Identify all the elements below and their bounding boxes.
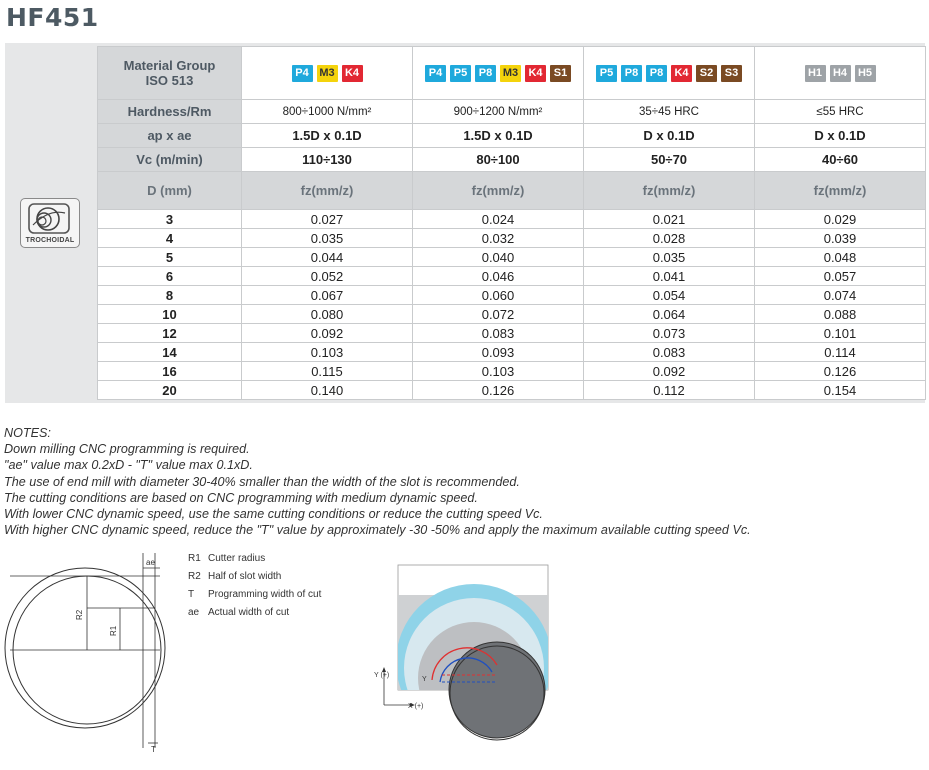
fz-cell: 0.067 [242,286,413,305]
diameter-cell: 3 [98,210,242,229]
material-badge: H1 [805,65,826,82]
fz-cell: 0.072 [413,305,584,324]
y-small-label: Y [422,676,427,683]
fz-cell: 0.126 [413,381,584,400]
diameter-cell: 16 [98,362,242,381]
fz-header-4: fz(mm/z) [755,172,926,210]
fz-cell: 0.057 [755,267,926,286]
notes [4,425,751,538]
badges-group-1 [242,47,413,100]
note-line: With lower CNC dynamic speed, use the same cutting conditions or reduce the cutting speed Vc. [4,507,543,522]
fz-cell: 0.073 [584,324,755,343]
material-badge: H5 [855,65,876,82]
material-badge: S3 [721,65,742,82]
fz-cell: 0.112 [584,381,755,400]
table-row [98,343,926,362]
trochoidal-path-diagram [372,560,557,745]
diameter-cell: 12 [98,324,242,343]
fz-cell: 0.083 [584,343,755,362]
legend-item: T Programming width of cut [188,589,322,600]
badges-group-4 [755,47,926,100]
slot-geometry-diagram [0,548,170,758]
fz-rows [98,210,926,400]
trochoidal-icon [21,199,79,235]
fz-cell: 0.052 [242,267,413,286]
diameter-cell: 8 [98,286,242,305]
fz-cell: 0.044 [242,248,413,267]
table-row [98,210,926,229]
d-header: D (mm) [98,172,242,210]
fz-cell: 0.083 [413,324,584,343]
diameter-cell: 5 [98,248,242,267]
apae-row [98,124,926,148]
fz-cell: 0.028 [584,229,755,248]
vc-2: 80÷100 [413,148,584,172]
fz-cell: 0.060 [413,286,584,305]
vc-label: Vc (m/min) [98,148,242,172]
material-badge: S1 [550,65,571,82]
unit-row [98,172,926,210]
t-label: T [151,745,156,754]
table-row [98,229,926,248]
legend-item: R2 Half of slot width [188,571,282,582]
apae-label: ap x ae [98,124,242,148]
apae-3: D x 0.1D [584,124,755,148]
hardness-label: Hardness/Rm [98,100,242,124]
y-axis-label: Y (+) [374,672,390,679]
fz-cell: 0.021 [584,210,755,229]
diameter-cell: 4 [98,229,242,248]
diameter-cell: 14 [98,343,242,362]
table-row [98,305,926,324]
material-badge: H4 [830,65,851,82]
logo-label: TROCHOIDAL [25,237,75,244]
fz-cell: 0.046 [413,267,584,286]
table-row [98,381,926,400]
fz-cell: 0.126 [755,362,926,381]
fz-cell: 0.040 [413,248,584,267]
table-row [98,286,926,305]
fz-cell: 0.154 [755,381,926,400]
fz-cell: 0.080 [242,305,413,324]
fz-cell: 0.048 [755,248,926,267]
diameter-cell: 20 [98,381,242,400]
table-row [98,362,926,381]
diameter-cell: 10 [98,305,242,324]
hardness-1: 800÷1000 N/mm² [242,100,413,124]
material-badge: P8 [475,65,496,82]
hardness-2: 900÷1200 N/mm² [413,100,584,124]
badges-group-2 [413,47,584,100]
material-badge: P5 [450,65,471,82]
material-badge: P8 [621,65,642,82]
fz-header-2: fz(mm/z) [413,172,584,210]
note-line: The cutting conditions are based on CNC programming with medium dynamic speed. [4,490,478,505]
material-badge: P4 [425,65,446,82]
fz-cell: 0.041 [584,267,755,286]
page-title: HF451 [6,3,99,32]
fz-header-1: fz(mm/z) [242,172,413,210]
r1-label: R1 [109,625,118,636]
material-badge: K4 [525,65,546,82]
material-badge: S2 [696,65,717,82]
vc-row [98,148,926,172]
table-row [98,324,926,343]
fz-cell: 0.024 [413,210,584,229]
fz-cell: 0.027 [242,210,413,229]
fz-cell: 0.054 [584,286,755,305]
fz-cell: 0.101 [755,324,926,343]
hardness-row [98,100,926,124]
ae-label: ae [146,558,155,567]
apae-2: 1.5D x 0.1D [413,124,584,148]
notes-heading: NOTES: [4,426,51,440]
fz-cell: 0.074 [755,286,926,305]
fz-cell: 0.115 [242,362,413,381]
x-axis-label: X (+) [408,703,424,710]
hardness-3: 35÷45 HRC [584,100,755,124]
hardness-4: ≤55 HRC [755,100,926,124]
vc-1: 110÷130 [242,148,413,172]
vc-3: 50÷70 [584,148,755,172]
note-line: The use of end mill with diameter 30-40% smaller than the width of the slot is recommended. [4,474,520,489]
cutting-data-table [97,46,926,400]
fz-cell: 0.103 [242,343,413,362]
table-row [98,248,926,267]
material-badge: P4 [292,65,313,82]
diameter-cell: 6 [98,267,242,286]
fz-cell: 0.029 [755,210,926,229]
legend-item: R1 Cutter radius [188,553,266,564]
fz-cell: 0.035 [242,229,413,248]
material-badge: M3 [500,65,521,82]
fz-cell: 0.092 [584,362,755,381]
legend-item: ae Actual width of cut [188,607,290,618]
r2-label: R2 [75,609,84,620]
apae-1: 1.5D x 0.1D [242,124,413,148]
apae-4: D x 0.1D [755,124,926,148]
fz-cell: 0.039 [755,229,926,248]
fz-cell: 0.035 [584,248,755,267]
fz-header-3: fz(mm/z) [584,172,755,210]
note-line: With higher CNC dynamic speed, reduce the "T" value by approximately -30 -50% and apply the maximum available cutting speed Vc. [4,523,751,538]
note-line: "ae" value max 0.2xD - "T" value max 0.1xD. [4,458,253,473]
material-badge: P5 [596,65,617,82]
material-row [98,47,926,100]
note-line: Down milling CNC programming is required. [4,442,250,457]
material-badge: M3 [317,65,338,82]
material-badge: K4 [342,65,363,82]
trochoidal-logo [20,198,80,248]
vc-4: 40÷60 [755,148,926,172]
fz-cell: 0.064 [584,305,755,324]
legend [188,550,321,622]
fz-cell: 0.092 [242,324,413,343]
fz-cell: 0.114 [755,343,926,362]
fz-cell: 0.088 [755,305,926,324]
fz-cell: 0.103 [413,362,584,381]
fz-cell: 0.032 [413,229,584,248]
badges-group-3 [584,47,755,100]
material-badge: P8 [646,65,667,82]
fz-cell: 0.140 [242,381,413,400]
table-row [98,267,926,286]
fz-cell: 0.093 [413,343,584,362]
material-group-header: Material Group ISO 513 [98,47,242,100]
material-badge: K4 [671,65,692,82]
